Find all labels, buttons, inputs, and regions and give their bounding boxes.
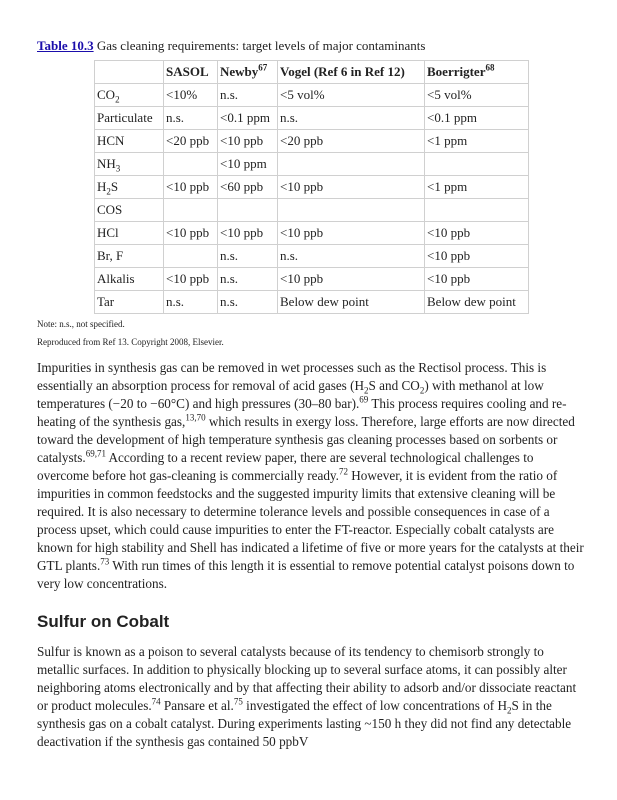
table-cell: <10 ppb: [164, 176, 218, 199]
table-cell: <20 ppb: [278, 130, 425, 153]
table-row: [95, 291, 529, 314]
citation: 72: [338, 466, 348, 477]
row-label: HCN: [95, 130, 164, 153]
row-label: $NH_3$: [95, 153, 164, 176]
table-row: [95, 130, 529, 153]
table-cell: <1 ppm: [425, 130, 529, 153]
row-label: HCl: [95, 222, 164, 245]
table-cell: Below dew point: [278, 291, 425, 314]
table-cell: [425, 153, 529, 176]
table-cell: <5 vol%: [425, 84, 529, 107]
table-cell: n.s.: [218, 84, 278, 107]
row-label: Tar: [95, 291, 164, 314]
table-cell: n.s.: [218, 268, 278, 291]
row-label: Alkalis: [95, 268, 164, 291]
row-label: Particulate: [95, 107, 164, 130]
header-cell: [95, 61, 164, 84]
table-cell: <10 ppb: [278, 268, 425, 291]
table-cell: <10 ppb: [425, 222, 529, 245]
paragraph-impurities: Impurities in synthesis gas can be removed in wet processes such as the Rectisol process. This is essentially an absorption process for removal of acid gases ($H_2S$ and $CO_2$) with methanol at low temperatures (−20 to −60°C) and high pressures (30–80 bar).$^{69}$ This process requires cooling and re-heating of the synthesis gas,$^{13,70}$ which results in exergy loss. Therefore, large efforts are now directed toward the development of high temperature synthesis gas cleaning processes based on sorbents or catalysts.$^{69,71}$ According to a recent review paper, there are several technological challenges to overcome before hot gas-cleaning is commercially ready.$^{72}$ However, it is evident from the ratio of impurities in common feedstocks and the suggested impurity limits that extensive cleaning will be required. It is also necessary to determine tolerance levels and possible consequences in case of a process upset, which could cause impurities to enter the FT-reactor. Especially cobalt catalysts are known for high stability and Shell has indicated a lifetime of five or more years for the catalysts at their GTL plants.$^{73}$ With run times of this length it is essential to remove potential catalyst poisons down to very low concentrations.: [37, 360, 584, 591]
table-cell: <0.1 ppm: [425, 107, 529, 130]
table-note: Note: n.s., not specified.: [37, 319, 125, 329]
table-cell: <1 ppm: [425, 176, 529, 199]
table-cell: [425, 199, 529, 222]
header-vogel: Vogel (Ref 6 in Ref 12): [278, 61, 425, 84]
table-link[interactable]: Table 10.3: [37, 38, 94, 53]
citation: 69: [359, 394, 369, 405]
table-cell: <10 ppb: [164, 268, 218, 291]
table-cell: [278, 153, 425, 176]
paragraph-sulfur: Sulfur is known as a poison to several catalysts because of its tendency to chemisorb strongly to metallic surfaces. In addition to physically blocking up to several surface atoms, it can possibly alter neighboring atoms electronically and by that affecting their ability to adsorb and/or dissociate reactant or product molecules.$^{74}$ Pansare et al.$^{75}$ investigated the effect of low concentrations of $H_2S$ in the synthesis gas on a cobalt catalyst. During experiments lasting ~150 h they did not find any detectable deactivation if the synthesis gas contained 50 ppbV: [37, 644, 577, 749]
row-label: Br, F: [95, 245, 164, 268]
table-cell: [164, 199, 218, 222]
table-cell: [164, 153, 218, 176]
table-row: [95, 222, 529, 245]
header-ref: 68: [485, 62, 495, 73]
table-cell: [278, 199, 425, 222]
table-caption: [37, 38, 425, 54]
citation: 74: [151, 696, 161, 707]
citation: 69,71: [85, 448, 106, 459]
row-label: COS: [95, 199, 164, 222]
section-heading: Sulfur on Cobalt: [37, 612, 170, 631]
table-cell: <10 ppb: [425, 268, 529, 291]
table-row: [95, 199, 529, 222]
table-cell: <10 ppm: [218, 153, 278, 176]
table-row: [95, 153, 529, 176]
table-cell: <10 ppb: [278, 222, 425, 245]
table-cell: <20 ppb: [164, 130, 218, 153]
table-row: [95, 245, 529, 268]
table-cell: <0.1 ppm: [218, 107, 278, 130]
table-cell: <60 ppb: [218, 176, 278, 199]
table-row: [95, 84, 529, 107]
header-ref: 67: [258, 62, 268, 73]
header-boerrigter: Boerrigter$^{68}$: [425, 61, 529, 84]
citation: 75: [233, 696, 243, 707]
row-label: $H_2S$: [95, 176, 164, 199]
header-sasol: SASOL: [164, 61, 218, 84]
row-label: $CO_2$: [95, 84, 164, 107]
table-cell: n.s.: [278, 107, 425, 130]
table-cell: <10%: [164, 84, 218, 107]
table-cell: <10 ppb: [218, 130, 278, 153]
table-header-row: [95, 61, 529, 84]
table-caption-text: Gas cleaning requirements: target levels of major contaminants: [96, 38, 426, 53]
table-cell: n.s.: [164, 291, 218, 314]
table-cell: <5 vol%: [278, 84, 425, 107]
table-row: [95, 176, 529, 199]
table-cell: <10 ppb: [218, 222, 278, 245]
table-cell: [164, 245, 218, 268]
table-cell: n.s.: [164, 107, 218, 130]
citation: 73: [100, 556, 110, 567]
table-cell: <10 ppb: [164, 222, 218, 245]
table-source: Reproduced from Ref 13. Copyright 2008, Elsevier.: [37, 337, 224, 347]
table-cell: <10 ppb: [278, 176, 425, 199]
table-cell: n.s.: [278, 245, 425, 268]
table-cell: Below dew point: [425, 291, 529, 314]
table-cell: <10 ppb: [425, 245, 529, 268]
table-cell: n.s.: [218, 245, 278, 268]
table-cell: n.s.: [218, 291, 278, 314]
contaminant-table: [94, 60, 529, 314]
citation: 13,70: [185, 412, 206, 423]
table-row: [95, 268, 529, 291]
header-newby: Newby$^{67}$: [218, 61, 278, 84]
table-row: [95, 107, 529, 130]
table-cell: [218, 199, 278, 222]
